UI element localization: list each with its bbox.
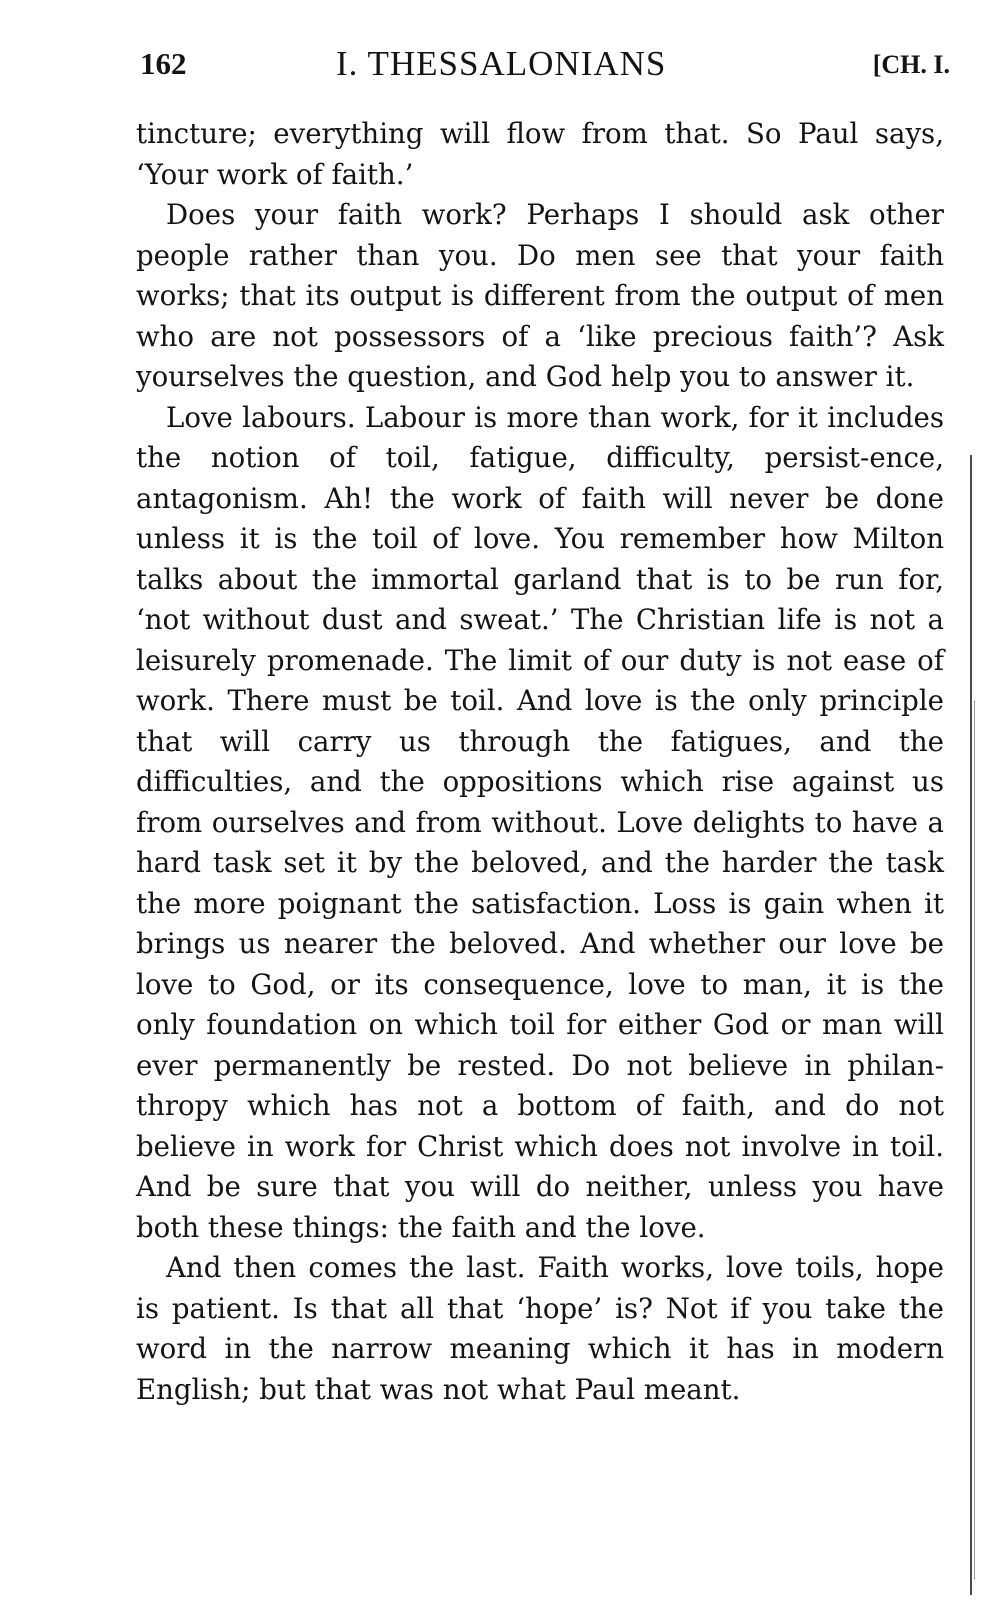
body-text (136, 114, 944, 1410)
paragraph-hope-patient: And then comes the last. Faith works, love toils, hope is patient. Is that all that ‘hope’ is? Not if you take the word in the narrow meaning which it has in modern English; but that was not what Paul meant. (136, 1251, 944, 1406)
page-header (136, 44, 950, 88)
paragraph-continuation: tincture; everything will flow from that. So Paul says, ‘Your work of faith.’ (136, 117, 944, 191)
book-page (136, 44, 950, 1410)
chapter-reference: [CH. I. (872, 50, 950, 79)
binding-edge-shadow (974, 700, 975, 1580)
paragraph-faith-works: Does your faith work? Perhaps I should ask other people rather than you. Do men see that your faith works; that its output is different from the output of men who are not possessors of a ‘like precious faith’? Ask yourselves the question, and God help you to answer it. (136, 198, 944, 393)
running-title: I. THESSALONIANS (336, 44, 667, 83)
paragraph-love-labours: Love labours. Labour is more than work, for it includes the notion of toil, fatigue, difficulty, persist-ence, antagonism. Ah! the work of faith will never be done unless it is the toil of love. You remember how Milton talks about the immortal garland that is to be run for, ‘not without dust and sweat.’ The Christian life is not a leisurely promenade. The limit of our duty is not ease of work. There must be toil. And love is the only principle that will carry us through the fatigues, and the difficulties, and the oppositions which rise against us from ourselves and from without. Love delights to have a hard task set it by the beloved, and the harder the task the more poignant the satisfaction. Loss is gain when it brings us nearer the beloved. And whether our love be love to God, or its consequence, love to man, it is the only foundation on which toil for either God or man will ever permanently be rested. Do not believe in philan-thropy which has not a bottom of faith, and do not believe in work for Christ which does not involve in toil. And be sure that you will do neither, unless you have both these things: the faith and the love. (136, 400, 944, 1244)
page-number: 162 (140, 46, 187, 81)
binding-edge-line (970, 455, 972, 1595)
